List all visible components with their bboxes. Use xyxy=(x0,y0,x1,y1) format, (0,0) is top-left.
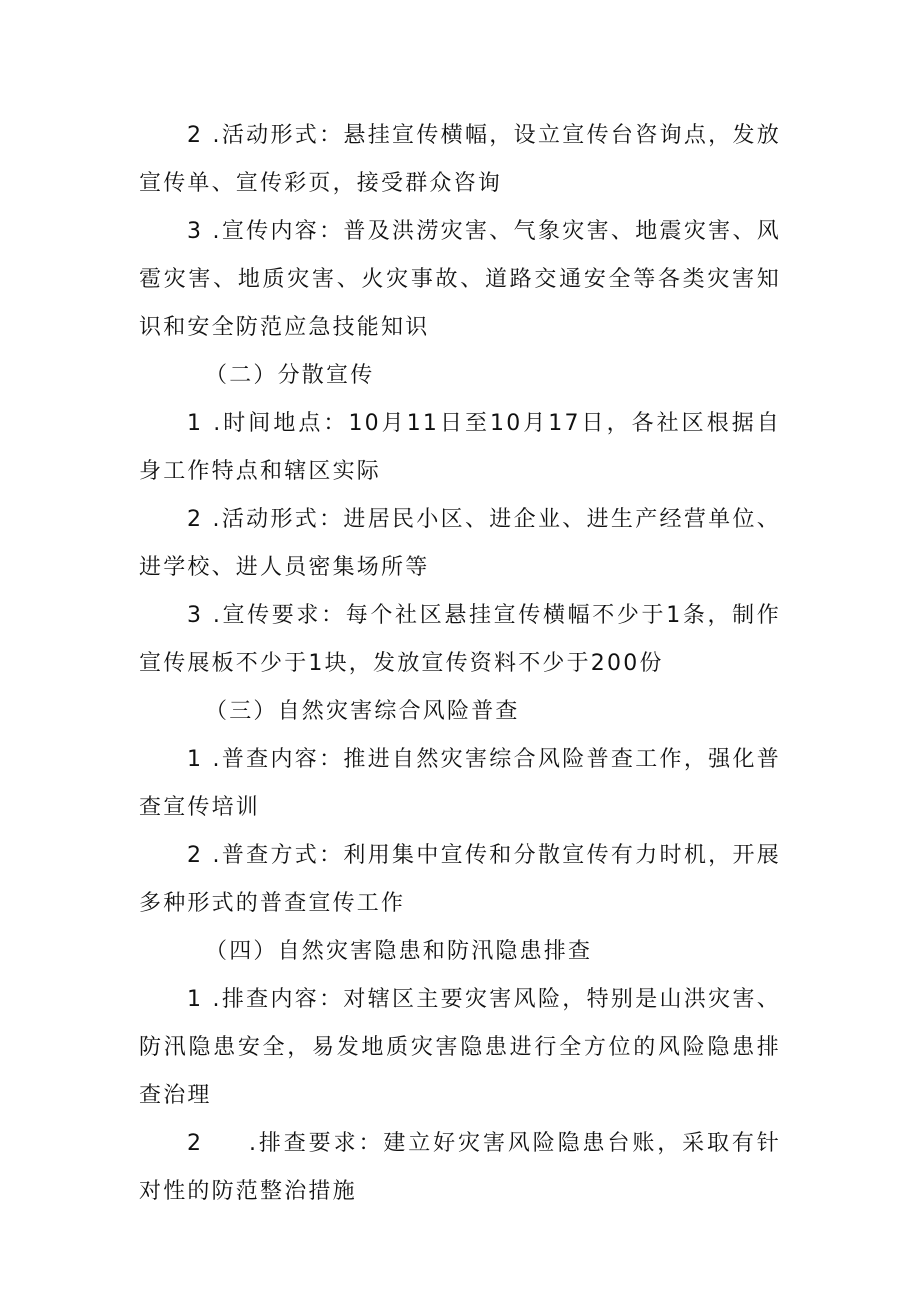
paragraph-publicity-content: 3 .宣传内容：普及洪涝灾害、气象灾害、地震灾害、风雹灾害、地质灾害、火灾事故、道路交通安全等各类灾害知识和安全防范应急技能知识 xyxy=(139,219,781,340)
paragraph-publicity-requirements: 3 .宣传要求：每个社区悬挂宣传横幅不少于1条，制作宣传展板不少于1块，发放宣传资料不少于200份 xyxy=(139,603,781,676)
paragraph-activity-form: 2 .活动形式：悬挂宣传横幅，设立宣传台咨询点，发放宣传单、宣传彩页，接受群众咨询 xyxy=(139,123,781,196)
item-text: .排查要求：建立好灾害风险隐患台账，采取有针对性的防范整治措施 xyxy=(139,1131,781,1204)
document-body xyxy=(139,112,781,1216)
paragraph-survey-method: 2 .普查方式：利用集中宣传和分散宣传有力时机，开展多种形式的普查宣传工作 xyxy=(139,843,781,916)
paragraph-inspection-content: 1 .排查内容：对辖区主要灾害风险，特别是山洪灾害、防汛隐患安全，易发地质灾害隐患进行全方位的风险隐患排查治理 xyxy=(139,987,781,1108)
paragraph-survey-content: 1 .普查内容：推进自然灾害综合风险普查工作，强化普查宣传培训 xyxy=(139,747,781,820)
item-number: 2 xyxy=(187,1131,204,1156)
section-heading-hazard-inspection: （四）自然灾害隐患和防汛隐患排查 xyxy=(205,939,593,964)
paragraph-activity-form-distributed: 2 .活动形式：进居民小区、进企业、进生产经营单位、进学校、进人员密集场所等 xyxy=(139,507,781,580)
paragraph-inspection-requirements xyxy=(139,1120,781,1216)
section-heading-risk-survey: （三）自然灾害综合风险普查 xyxy=(205,699,520,724)
section-heading-distributed-publicity: （二）分散宣传 xyxy=(205,363,375,388)
paragraph-time-location: 1 .时间地点：10月11日至10月17日，各社区根据自身工作特点和辖区实际 xyxy=(139,411,781,484)
